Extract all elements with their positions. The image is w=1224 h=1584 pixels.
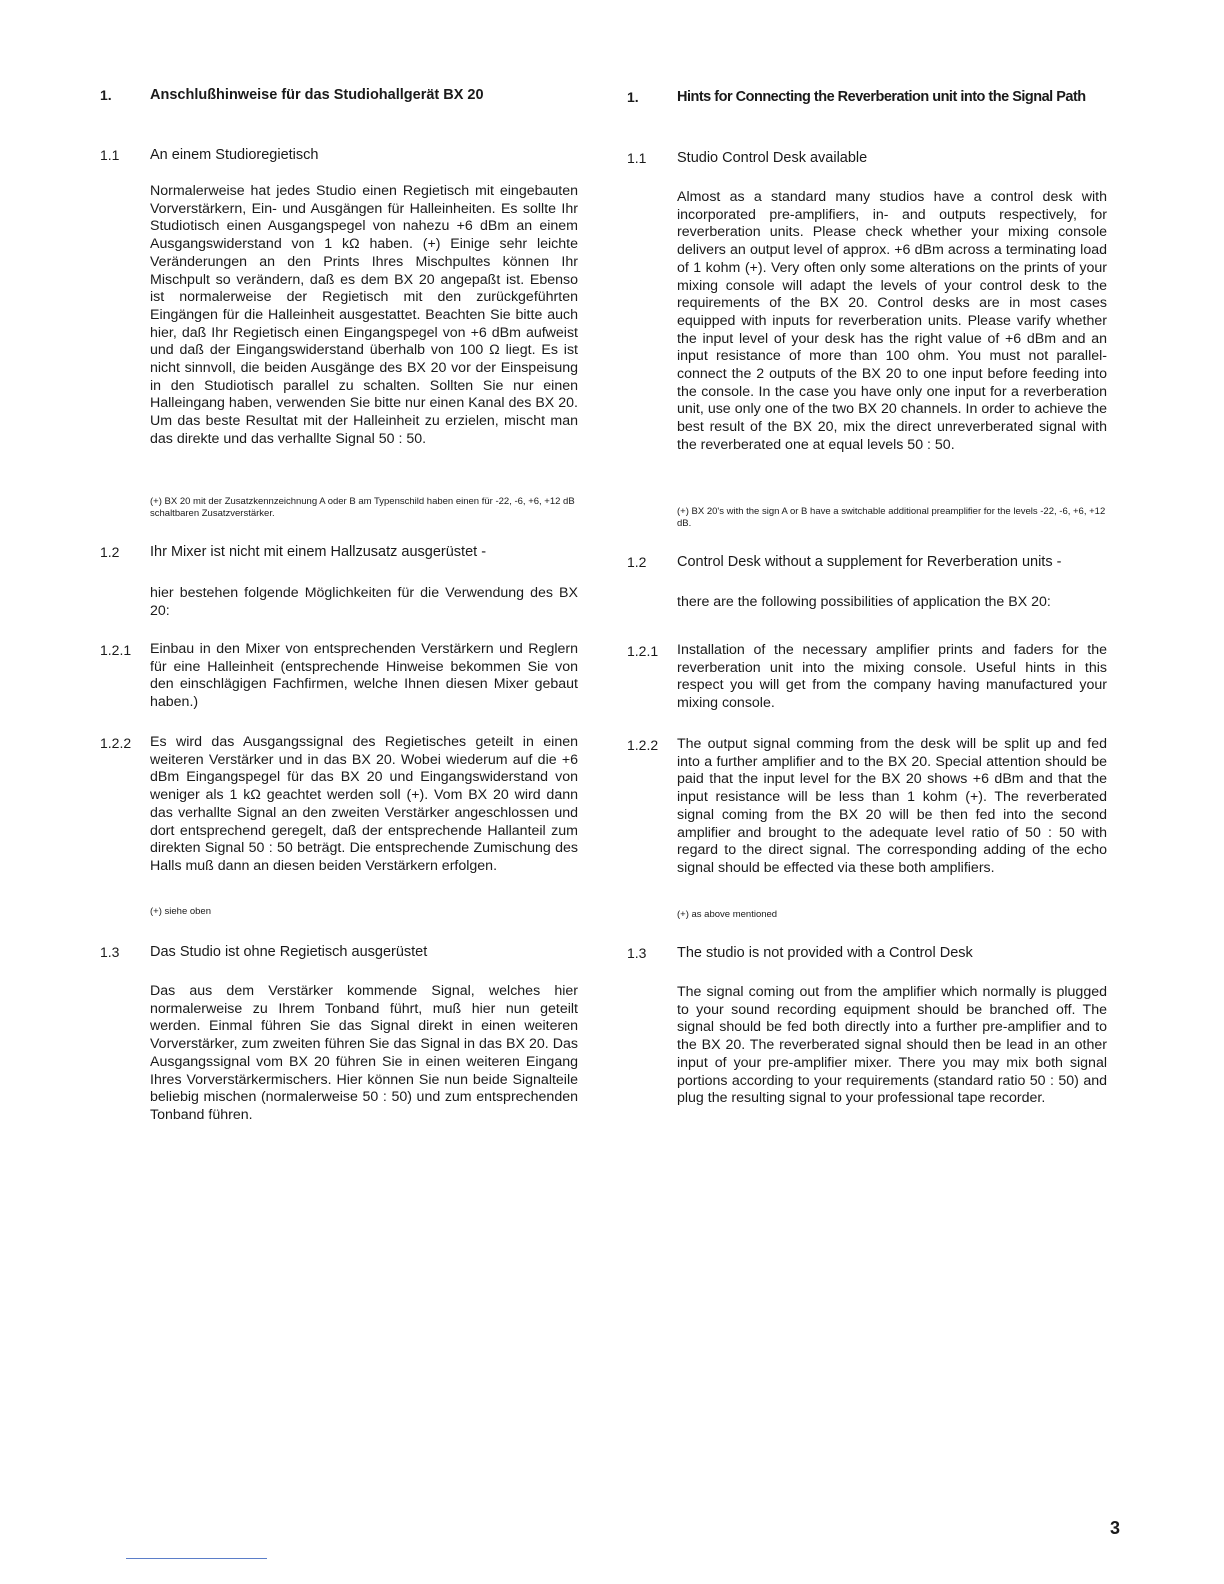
section-1-1-footnote-de: (+) BX 20 mit der Zusatzkennzeichnung A oder B am Typenschild haben einen für -22, -6, +6, +12 dB schaltbaren Zusatzverstärker. — [150, 496, 575, 519]
section-title: An einem Studioregietisch — [150, 147, 319, 163]
section-1-1-body-en: Almost as a standard many studios have a control desk with incorporated pre-amplifiers, in- and outputs respectively, for reverberation units. Please check whether your mixing console delivers an output level of approx. +6 dBm across a terminating load of 1 kohm (+). Very often only some alterations on the prints of your mixing console will adapt the levels of your control desk to the requirements of the BX 20. Control desks are in most cases equipped with inputs for reverberation units. Please varify whether the input level of your desk has the right value of +6 dBm and an input resistance of more than 100 ohm. You must not parallel-connect the 2 outputs of the BX 20 to one input before feeding into the console. In the case you have only one input for a reverberation unit, use only one of the two BX 20 channels. In order to achieve the best result of the BX 20, mix the direct unreverberated signal with the reverberated one at equal levels 50 : 50. — [677, 189, 1107, 453]
section-1-2-2-footnote-de: (+) siehe oben — [150, 906, 211, 917]
section-body: The output signal comming from the desk will be split up and fed into a further amplifier and to the BX 20. Special attention should be paid that the input level for the BX 20 shows +6 dBm and that the input resistance will be less than 1 kohm (+). The reverberated signal coming from the BX 20 will be then fed into the second amplifier and brought to the adequate level ratio of 50 : 50 with regard to the direct signal. The corresponding adding of the echo signal should be effected via these both amplifiers. — [677, 736, 1107, 876]
footer-rule — [126, 1558, 267, 1559]
section-1-1-footnote-en: (+) BX 20's with the sign A or B have a switchable additional preamplifier for the levels -22, -6, +6, +12 dB. — [677, 506, 1106, 529]
section-number: 1. — [627, 89, 639, 105]
section-1-3-body-de: Das aus dem Verstärker kommende Signal, welches hier normalerweise zu Ihrem Tonband führt, muß hier nun geteilt werden. Einmal führen Sie das Signal direkt in einen weiteren Vorverstärker, zum zweiten führen Sie das Signal in das BX 20. Das Ausgangssignal vom BX 20 führen Sie in einen weiteren Eingang Ihres Vorverstärkermischers. Hier können Sie nun beide Signalteile beliebig mischen (normalerweise 50 : 50) und zum entsprechenden Tonband führen. — [150, 983, 578, 1123]
section-body: Es wird das Ausgangssignal des Regietisches geteilt in einen weiteren Verstärker und in das BX 20. Wobei wiederum auf die +6 dBm Eingangspegel für das BX 20 und Eingangswiderstand von weniger als 1 kΩ geachtet werden soll (+). Vom BX 20 wird dann das verhallte Signal an den zweiten Verstärker angeschlossen und dort entsprechend geregelt, daß der entsprechende Hallanteil zum direkten Signal 50 : 50 beträgt. Die entsprechende Zumischung des Halls muß dann an diesen beiden Verstärkern erfolgen. — [150, 734, 578, 874]
section-title: The studio is not provided with a Control Desk — [677, 945, 973, 961]
section-title: Control Desk without a supplement for Reverberation units - — [677, 554, 1062, 570]
section-number: 1.2 — [627, 554, 647, 570]
section-1-2-body-de: hier bestehen folgende Möglichkeiten für die Verwendung des BX 20: — [150, 585, 578, 619]
section-number: 1.2 — [100, 544, 120, 560]
section-1-2-2-footnote-en: (+) as above mentioned — [677, 909, 778, 920]
section-title: Anschlußhinweise für das Studiohallgerät BX 20 — [150, 87, 484, 103]
section-number: 1.1 — [627, 150, 647, 166]
section-number: 1.1 — [100, 147, 120, 163]
section-number: 1. — [100, 87, 112, 103]
section-number: 1.3 — [627, 945, 647, 961]
page-number: 3 — [1110, 1518, 1121, 1538]
section-number: 1.2.2 — [100, 735, 132, 751]
section-title: Das Studio ist ohne Regietisch ausgerüstet — [150, 944, 428, 960]
section-body: Installation of the necessary amplifier prints and faders for the reverberation unit into the mixing console. Useful hints in this respect you will get from the company having manufactured your mixing console. — [677, 642, 1107, 712]
section-title: Hints for Connecting the Reverberation unit into the Signal Path — [677, 89, 1086, 105]
section-number: 1.3 — [100, 944, 120, 960]
section-1-2-body-en: there are the following possibilities of application the BX 20: — [677, 594, 1051, 610]
section-body: Einbau in den Mixer von entsprechenden Verstärkern und Reglern für eine Halleinheit (entsprechende Hinweise bekommen Sie von den einschlägigen Fachfirmen, welche Ihnen diesen Mixer gebaut haben.) — [150, 641, 578, 711]
section-number: 1.2.1 — [627, 643, 659, 659]
section-number: 1.2.2 — [627, 737, 659, 753]
section-title: Studio Control Desk available — [677, 150, 868, 166]
section-1-1-body-de: Normalerweise hat jedes Studio einen Regietisch mit eingebauten Vorverstärkern, Ein- und Ausgängen für Halleinheiten. Es sollte Ihr Studiotisch einen Ausgangspegel von nahezu +6 dBm an einem Ausgangswiderstand von 1 kΩ haben. (+) Einige sehr leichte Veränderungen an den Prints Ihres Mischpultes können Ihr Mischpult so verändern, daß es dem BX 20 angepaßt ist. Ebenso ist normalerweise der Regietisch mit den zurückgeführten Eingängen für die Halleinheit ausgestattet. Beachten Sie bitte auch hier, daß Ihr Regietisch einen Eingangspegel von +6 dBm aufweist und daß der Eingangswiderstand überhalb von 100 Ω liegt. Es ist nicht sinnvoll, die beiden Ausgänge des BX 20 vor der Einspeisung in den Studiotisch parallel zu schalten. Sollten Sie nur einen Halleingang haben, verwenden Sie bitte nur einen Kanal des BX 20. Um das beste Resultat mit der Halleinheit zu erzielen, mischt man das direkte und das verhallte Signal 50 : 50. — [150, 183, 578, 447]
section-title: Ihr Mixer ist nicht mit einem Hallzusatz ausgerüstet - — [150, 544, 487, 560]
section-number: 1.2.1 — [100, 642, 132, 658]
section-1-3-body-en: The signal coming out from the amplifier which normally is plugged to your sound recording equipment should be branched off. The signal should be fed both directly into a further pre-amplifier and to the BX 20. The reverberated signal should then be lead in an other input of your pre-amplifier mixer. There you may mix both signal portions according to your requirements (standard ratio 50 : 50) and plug the resulting signal to your professional tape recorder. — [677, 984, 1107, 1107]
